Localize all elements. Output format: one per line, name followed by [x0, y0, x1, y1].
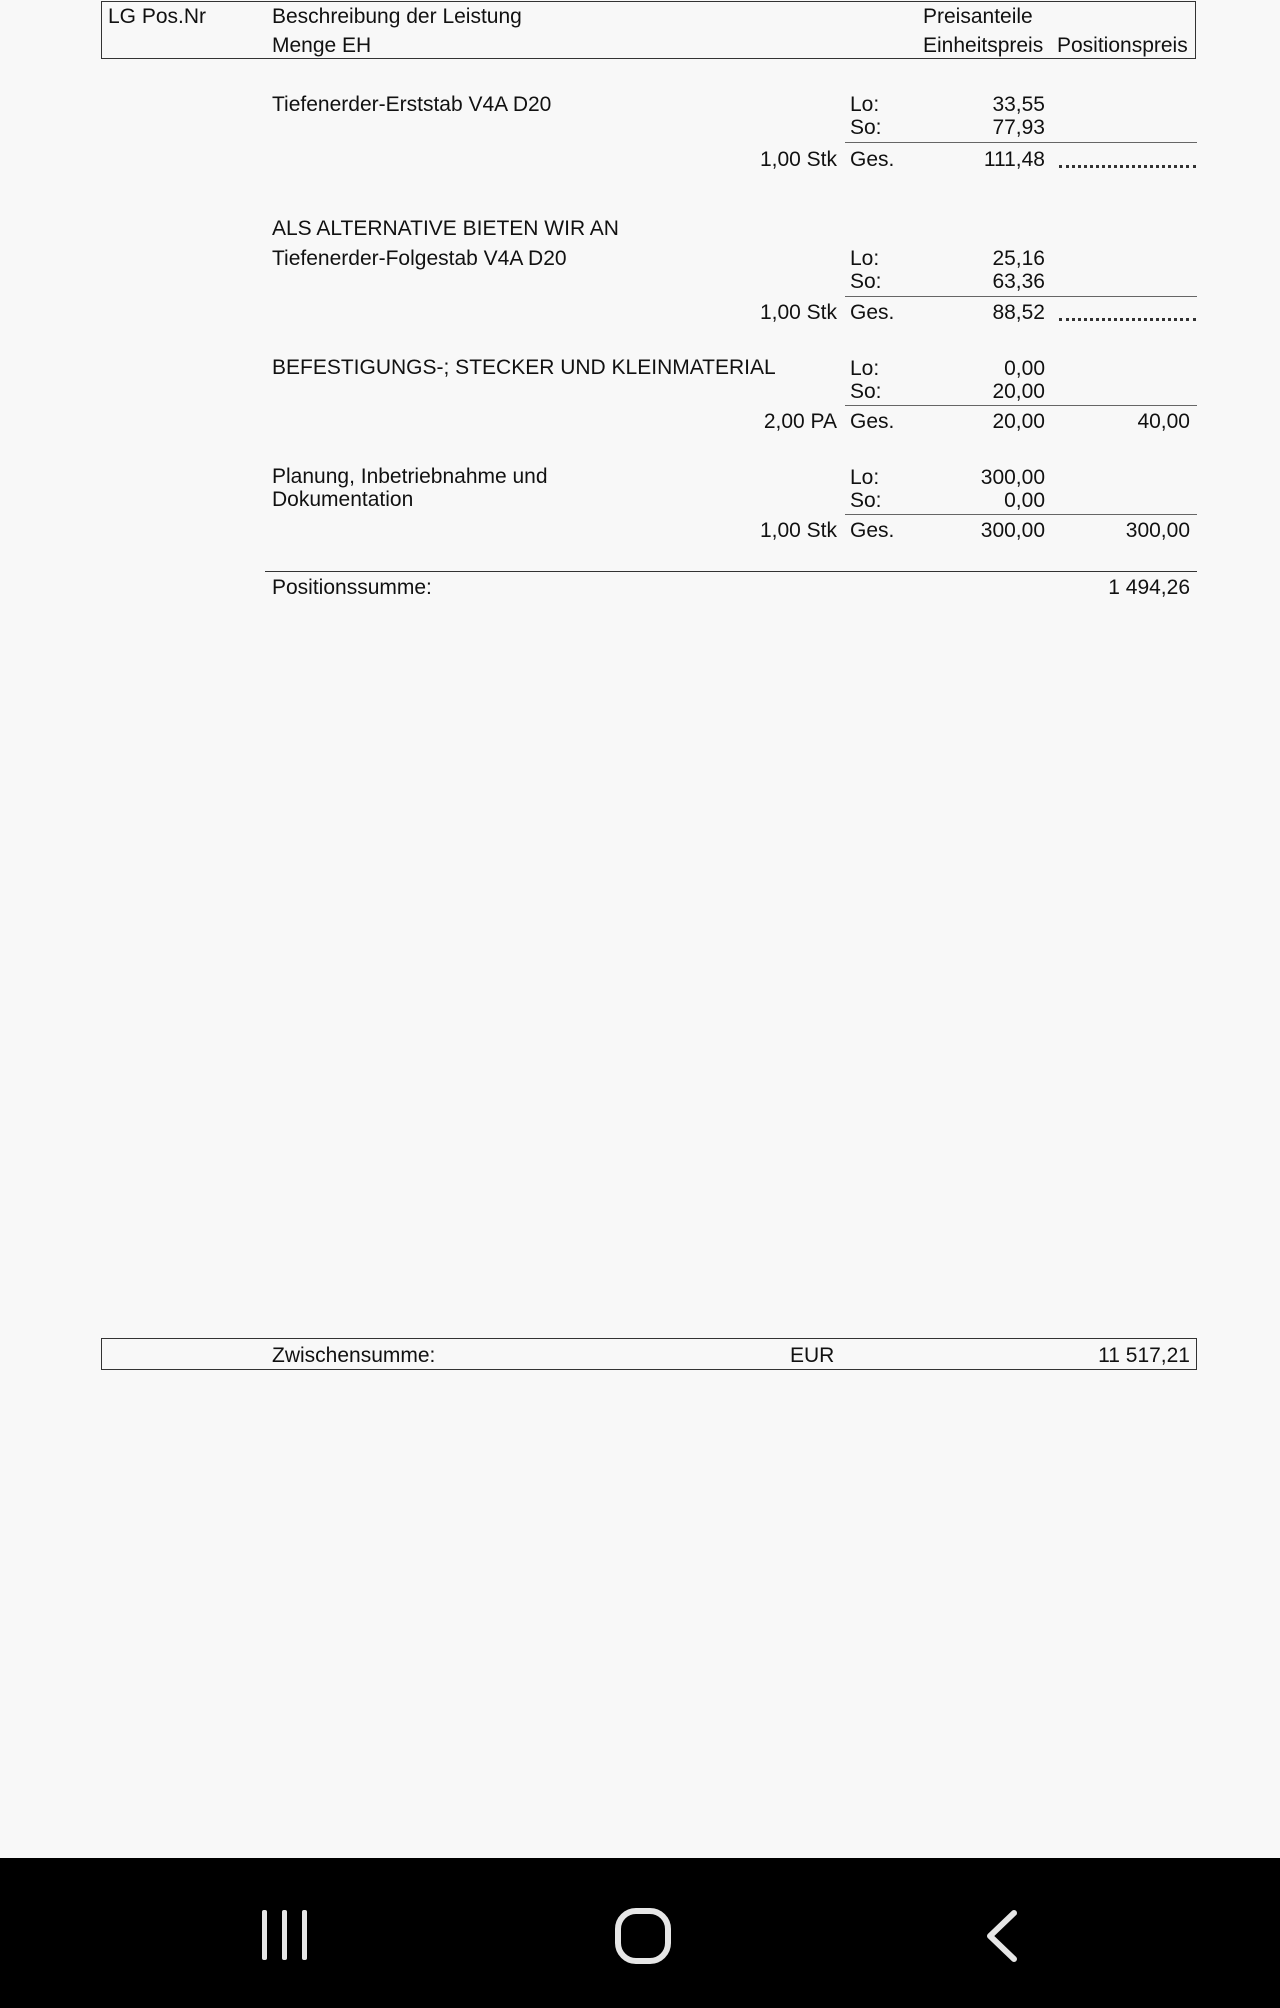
material-value: 63,36: [992, 270, 1045, 293]
material-value: 20,00: [992, 380, 1045, 403]
labor-value: 0,00: [1004, 357, 1045, 380]
total-label: Ges.: [850, 301, 895, 324]
header-unit-price: Einheitspreis: [923, 34, 1044, 57]
total-label: Ges.: [850, 519, 895, 542]
item-quantity: 1,00 Stk: [759, 148, 837, 171]
position-sum-value: 1 494,26: [1108, 576, 1190, 599]
labor-value: 25,16: [992, 247, 1045, 270]
subtotal-currency: EUR: [790, 1344, 835, 1367]
subtotal-rule: [845, 142, 1197, 143]
total-label: Ges.: [850, 148, 895, 171]
labor-value: 300,00: [980, 466, 1045, 489]
header-description: Beschreibung der Leistung: [272, 5, 522, 28]
labor-label: Lo:: [850, 93, 880, 116]
labor-value: 33,55: [992, 93, 1045, 116]
item-quantity: 2,00 PA: [763, 410, 837, 433]
labor-label: Lo:: [850, 466, 880, 489]
alternative-note: ALS ALTERNATIVE BIETEN WIR AN: [272, 217, 619, 240]
material-value: 0,00: [1004, 489, 1045, 512]
unit-total-value: 20,00: [992, 410, 1045, 433]
material-value: 77,93: [992, 116, 1045, 139]
position-sum-label: Positionssumme:: [272, 576, 432, 599]
item-description: Tiefenerder-Folgestab V4A D20: [272, 247, 567, 270]
header-quantity-unit: Menge EH: [272, 34, 372, 57]
subtotal-rule: [845, 296, 1197, 297]
unit-total-value: 111,48: [983, 148, 1045, 171]
header-pos-nr: LG Pos.Nr: [108, 5, 207, 28]
item-quantity: 1,00 Stk: [759, 519, 837, 542]
material-label: So:: [850, 116, 882, 139]
position-sum-rule: [265, 571, 1197, 572]
item-description: Planung, Inbetriebnahme und: [272, 465, 548, 488]
item-description: BEFESTIGUNGS-; STECKER UND KLEINMATERIAL: [272, 356, 776, 379]
material-label: So:: [850, 380, 882, 403]
item-description-line2: Dokumentation: [272, 488, 414, 511]
unit-total-value: 300,00: [980, 519, 1045, 542]
navigation-bar: [0, 1858, 1280, 2008]
header-position-price: Positionspreis: [1057, 34, 1188, 57]
recent-apps-icon[interactable]: [258, 1910, 312, 1960]
subtotal-box: [101, 1338, 1197, 1370]
unit-total-value: 88,52: [992, 301, 1045, 324]
home-icon[interactable]: [614, 1907, 672, 1965]
subtotal-label: Zwischensumme:: [272, 1344, 436, 1367]
position-price-placeholder: [1059, 318, 1196, 321]
subtotal-rule: [845, 514, 1197, 515]
header-price-parts: Preisanteile: [923, 5, 1033, 28]
position-price-value: 300,00: [1125, 519, 1190, 542]
position-price-value: 40,00: [1137, 410, 1190, 433]
subtotal-rule: [845, 405, 1197, 406]
labor-label: Lo:: [850, 357, 880, 380]
labor-label: Lo:: [850, 247, 880, 270]
total-label: Ges.: [850, 410, 895, 433]
item-description: Tiefenerder-Erststab V4A D20: [272, 93, 552, 116]
position-price-placeholder: [1059, 165, 1196, 168]
material-label: So:: [850, 489, 882, 512]
subtotal-value: 11 517,21: [1098, 1344, 1190, 1367]
material-label: So:: [850, 270, 882, 293]
item-quantity: 1,00 Stk: [759, 301, 837, 324]
back-icon[interactable]: [982, 1910, 1022, 1962]
